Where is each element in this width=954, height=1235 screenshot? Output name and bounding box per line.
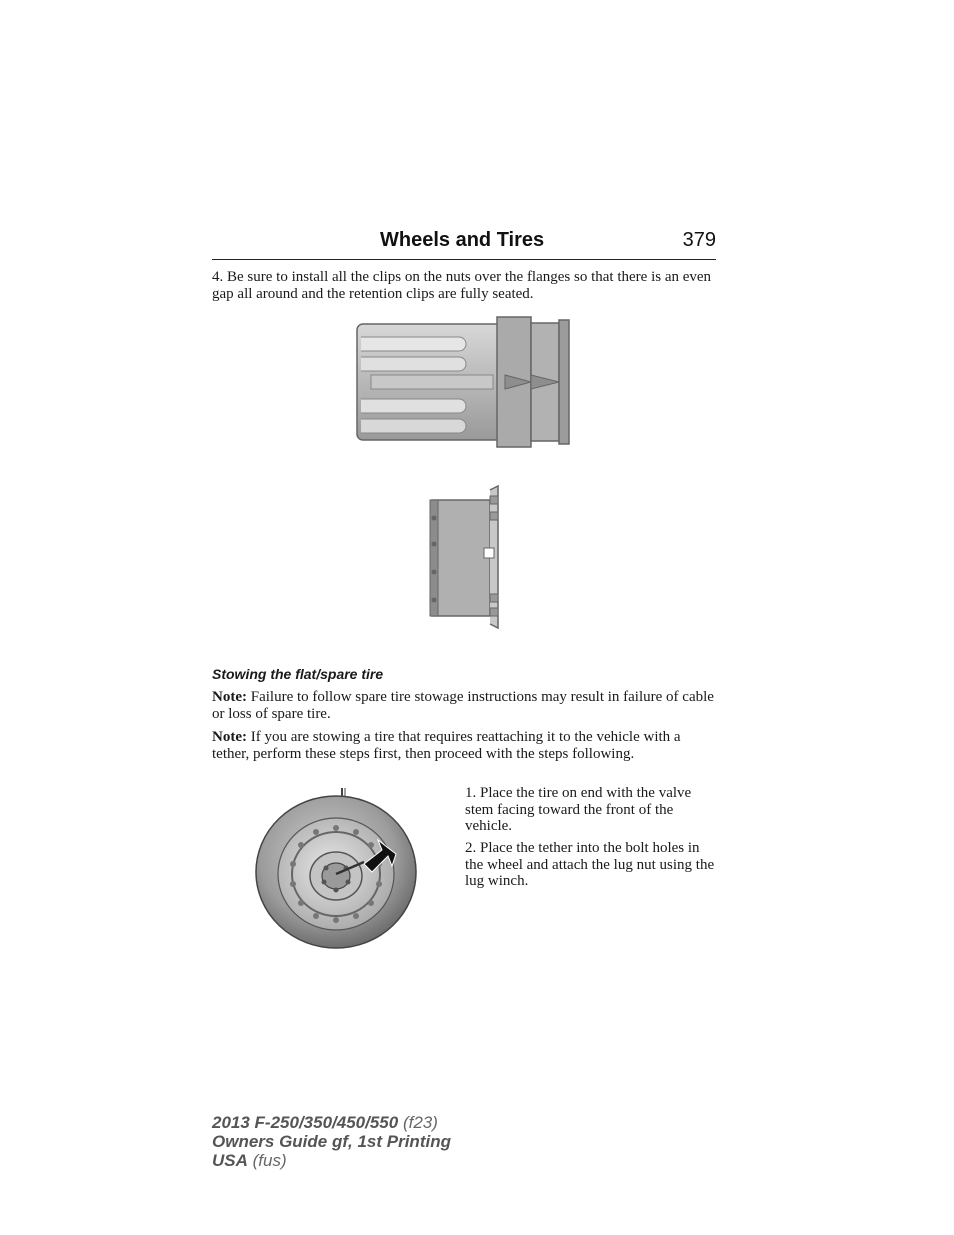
step-1: 1. Place the tire on end with the valve stem facing toward the front of the vehicle.	[465, 785, 692, 834]
intro-step-text: 4. Be sure to install all the clips on the nuts over the flanges so that there is an even gap all around and the retention clips are fully seated.	[212, 269, 712, 302]
footer-line-3	[212, 1151, 451, 1170]
footer-model-code: (f23)	[398, 1113, 438, 1132]
note-2-label: Note:	[212, 729, 247, 745]
note-1-text: Failure to follow spare tire stowage instructions may result in failure of cable or loss of spare tire.	[212, 689, 714, 722]
footer-model: 2013 F-250/350/450/550	[212, 1113, 399, 1132]
footer-market-code: (fus)	[247, 1151, 287, 1170]
step-2: 2. Place the tether into the bolt holes in the wheel and attach the lug nut using the lug winch.	[465, 840, 715, 889]
retention-clip-illustration	[428, 482, 504, 632]
section-title: Wheels and Tires	[380, 229, 545, 251]
page-number: 379	[682, 229, 716, 251]
lug-nut-cover-illustration	[355, 315, 573, 451]
note-2-text: If you are stowing a tire that requires reattaching it to the vehicle with a tether, perform these steps first, then proceed with the steps following.	[212, 729, 681, 762]
note-2	[212, 729, 716, 762]
footer-printing: Owners Guide gf, 1st Printing	[212, 1132, 451, 1151]
footer-line-2	[212, 1132, 451, 1151]
page-footer	[212, 1113, 451, 1170]
note-1	[212, 689, 716, 722]
footer-market: USA	[212, 1151, 248, 1170]
note-1-label: Note:	[212, 689, 247, 705]
page-header	[212, 229, 716, 260]
footer-line-1	[212, 1113, 451, 1132]
section-heading: Stowing the flat/spare tire	[212, 666, 384, 682]
spare-tire-illustration	[252, 784, 420, 952]
